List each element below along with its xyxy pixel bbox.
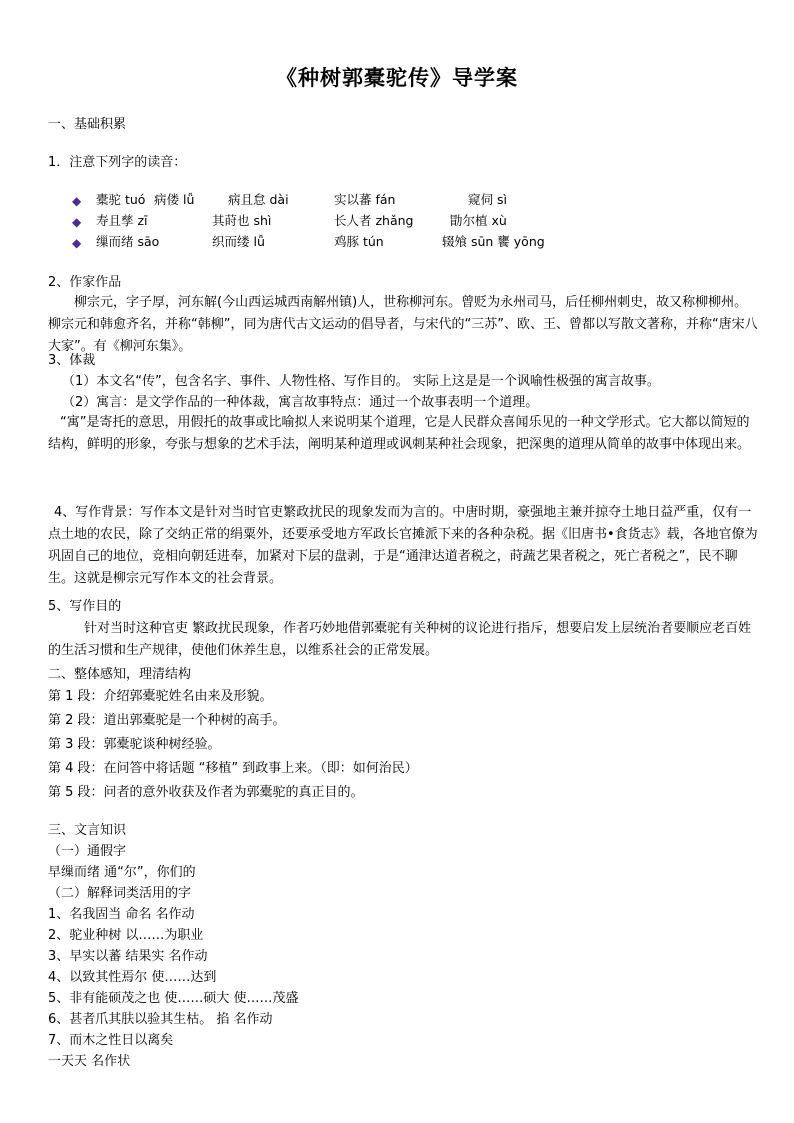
subheading-tongjia: （一）通假字: [48, 844, 127, 859]
fable-definition-paragraph: “寓”是寄托的意思，用假托的故事或比喻拟人来说明某个道理，它是人民群众喜闻乐见的一种文学形式。它大都以简短的结构，鲜明的形象，夸张与想象的艺术手法，阐明某种道理或讽刺某种社会现象，把深奥的道理从简单的故事中体现出来。: [48, 415, 751, 452]
pinyin-item: 寿且孳 zī: [96, 213, 148, 228]
document-title: 《种树郭橐驼传》导学案: [276, 66, 518, 90]
word-usage-item: 一天天 名作状: [48, 1054, 131, 1069]
pinyin-item: 病且怠 dài: [228, 192, 289, 207]
section-heading-classical: 三、文言知识: [48, 823, 127, 838]
question-pronunciation: 1．注意下列字的读音：: [48, 155, 187, 170]
word-usage-item: 4、以致其性焉尔 使……达到: [48, 970, 217, 985]
pinyin-item: 其莳也 shì: [212, 213, 272, 228]
pinyin-item: 实以蕃 fán: [334, 192, 396, 207]
pinyin-item: 窥伺 sì: [468, 192, 507, 207]
tongjia-item: 早缫而绪 通“尔”，你们的: [48, 865, 196, 880]
genre-item-1: （1）本文名“传”，包含名字、事件、人物性格、写作目的。 实际上这是是一个讽喻性极强的寓言故事。: [62, 374, 660, 389]
pinyin-item: 织而缕 lǚ: [212, 234, 265, 249]
word-usage-item: 3、早实以蕃 结果实 名作动: [48, 949, 208, 964]
pinyin-item: 鸡豚 tún: [334, 234, 384, 249]
diamond-bullet-icon: ◆: [72, 215, 82, 229]
pinyin-item: 橐驼 tuó: [96, 192, 146, 207]
pinyin-item: 辍飧 sūn 饔 yōng: [442, 234, 545, 249]
pinyin-item: 缫而绪 sāo: [96, 234, 160, 249]
word-usage-item: 5、非有能硕茂之也 使……硕大 使……茂盛: [48, 991, 299, 1006]
structure-item: 第 4 段：在问答中将话题 “移植” 到政事上来。（即：如何治民）: [48, 761, 418, 776]
purpose-paragraph: 针对当时这种官吏 繁政扰民现象，作者巧妙地借郭橐驼有关种树的议论进行指斥，想要启发上层统治者要顺应老百姓的生活习惯和生产规律，使他们休养生息，以维系社会的正常发展。: [48, 621, 752, 658]
structure-item: 第 2 段：道出郭橐驼是一个种树的高手。: [48, 713, 286, 728]
background-paragraph: 4、写作背景：写作本文是针对当时官吏繁政扰民的现象发而为言的。中唐时期，豪强地主兼并掠夺土地日益严重，仅有一点土地的农民，除了交纳正常的绢粟外，还要承受地方军政长官摊派下来的各种杂税。据《旧唐书•食货志》载，各地官僚为巩固自己的地位，竞相向朝廷进奉，加紧对下层的盘剥，于是“通津达道者税之，莳蔬艺果者税之，死亡者税之”，民不聊生。这就是柳宗元写作本文的社会背景。: [48, 505, 758, 586]
structure-item: 第 5 段：问者的意外收获及作者为郭橐驼的真正目的。: [48, 785, 364, 800]
pinyin-item: 病偻 lǚ: [154, 192, 195, 207]
diamond-bullet-icon: ◆: [72, 194, 82, 208]
diamond-bullet-icon: ◆: [72, 236, 82, 250]
author-paragraph: 柳宗元，字子厚，河东解(今山西运城西南解州镇)人，世称柳河东。曾贬为永州司马，后任柳州刺史，故又称柳柳州。柳宗元和韩愈齐名，并称“韩柳”，同为唐代古文运动的倡导者，与宋代的“三苏”、欧、王、曾都以写散文著称，并称“唐宋八大家”。有《柳河东集》。: [48, 295, 758, 354]
word-usage-item: 1、名我固当 命名 名作动: [48, 907, 195, 922]
section-heading-basics: 一、基础积累: [48, 117, 127, 132]
section-heading-structure: 二、整体感知，理清结构: [48, 667, 192, 682]
subheading-word-usage: （二）解释词类活用的字: [48, 886, 192, 901]
word-usage-item: 7、而木之性日以离矣: [48, 1033, 174, 1048]
section-heading-purpose: 5、写作目的: [48, 599, 122, 614]
pinyin-row-2: [72, 211, 632, 231]
genre-item-2: （2）寓言：是文学作品的一种体裁，寓言故事特点：通过一个故事表明一个道理。: [62, 395, 539, 410]
section-heading-genre: 3、体裁: [48, 353, 96, 368]
pinyin-row-3: [72, 232, 632, 252]
pinyin-item: 长人者 zhǎng: [334, 213, 414, 228]
structure-item: 第 1 段：介绍郭橐驼姓名由来及形貌。: [48, 689, 273, 704]
structure-item: 第 3 段：郭橐驼谈种树经验。: [48, 737, 221, 752]
section-heading-author: 2、作家作品: [48, 275, 122, 290]
pinyin-row-1: [72, 190, 632, 210]
word-usage-item: 2、驼业种树 以……为职业: [48, 928, 204, 943]
pinyin-item: 勖尔植 xù: [450, 213, 507, 228]
word-usage-item: 6、甚者爪其肤以验其生枯。 掐 名作动: [48, 1012, 273, 1027]
